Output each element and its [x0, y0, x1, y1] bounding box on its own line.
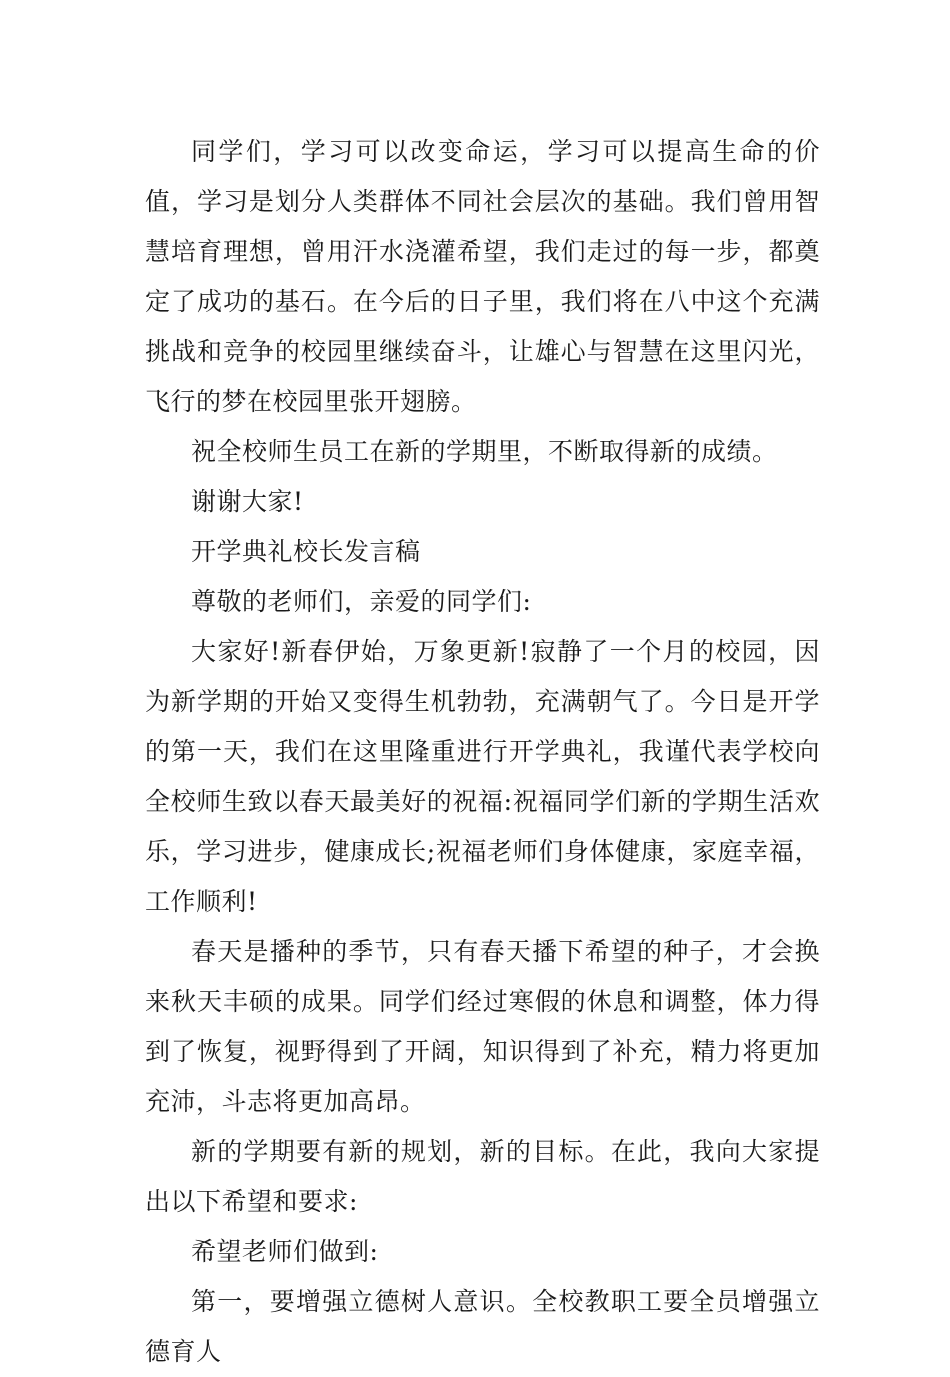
document-page: [145, 127, 820, 1377]
body-paragraph: 祝全校师生员工在新的学期里，不断取得新的成绩。: [191, 437, 778, 466]
body-paragraph: 大家好!新春伊始，万象更新!寂静了一个月的校园，因为新学期的开始又变得生机勃勃，充满朝气了。今日是开学的第一天，我们在这里隆重进行开学典礼，我谨代表学校向全校师生致以春天最美好的祝福:祝福同学们新的学期生活欢乐，学习进步，健康成长;祝福老师们身体健康，家庭幸福，工作顺利!: [145, 637, 820, 916]
body-paragraph: 第一，要增强立德树人意识。全校教职工要全员增强立德育人: [145, 1287, 820, 1366]
salutation: 尊敬的老师们，亲爱的同学们:: [191, 587, 532, 616]
body-paragraph: 同学们，学习可以改变命运，学习可以提高生命的价值，学习是划分人类群体不同社会层次的基础。我们曾用智慧培育理想，曾用汗水浇灌希望，我们走过的每一步，都奠定了成功的基石。在今后的日子里，我们将在八中这个充满挑战和竞争的校园里继续奋斗，让雄心与智慧在这里闪光，飞行的梦在校园里张开翅膀。: [145, 137, 820, 416]
body-paragraph: 希望老师们做到:: [191, 1237, 379, 1266]
closing-line: 谢谢大家!: [191, 487, 304, 516]
section-heading: 开学典礼校长发言稿: [191, 537, 421, 566]
body-paragraph: 新的学期要有新的规划，新的目标。在此，我向大家提出以下希望和要求:: [145, 1137, 820, 1216]
body-paragraph: 春天是播种的季节，只有春天播下希望的种子，才会换来秋天丰硕的成果。同学们经过寒假的休息和调整，体力得到了恢复，视野得到了开阔，知识得到了补充，精力将更加充沛，斗志将更加高昂。: [145, 937, 820, 1116]
